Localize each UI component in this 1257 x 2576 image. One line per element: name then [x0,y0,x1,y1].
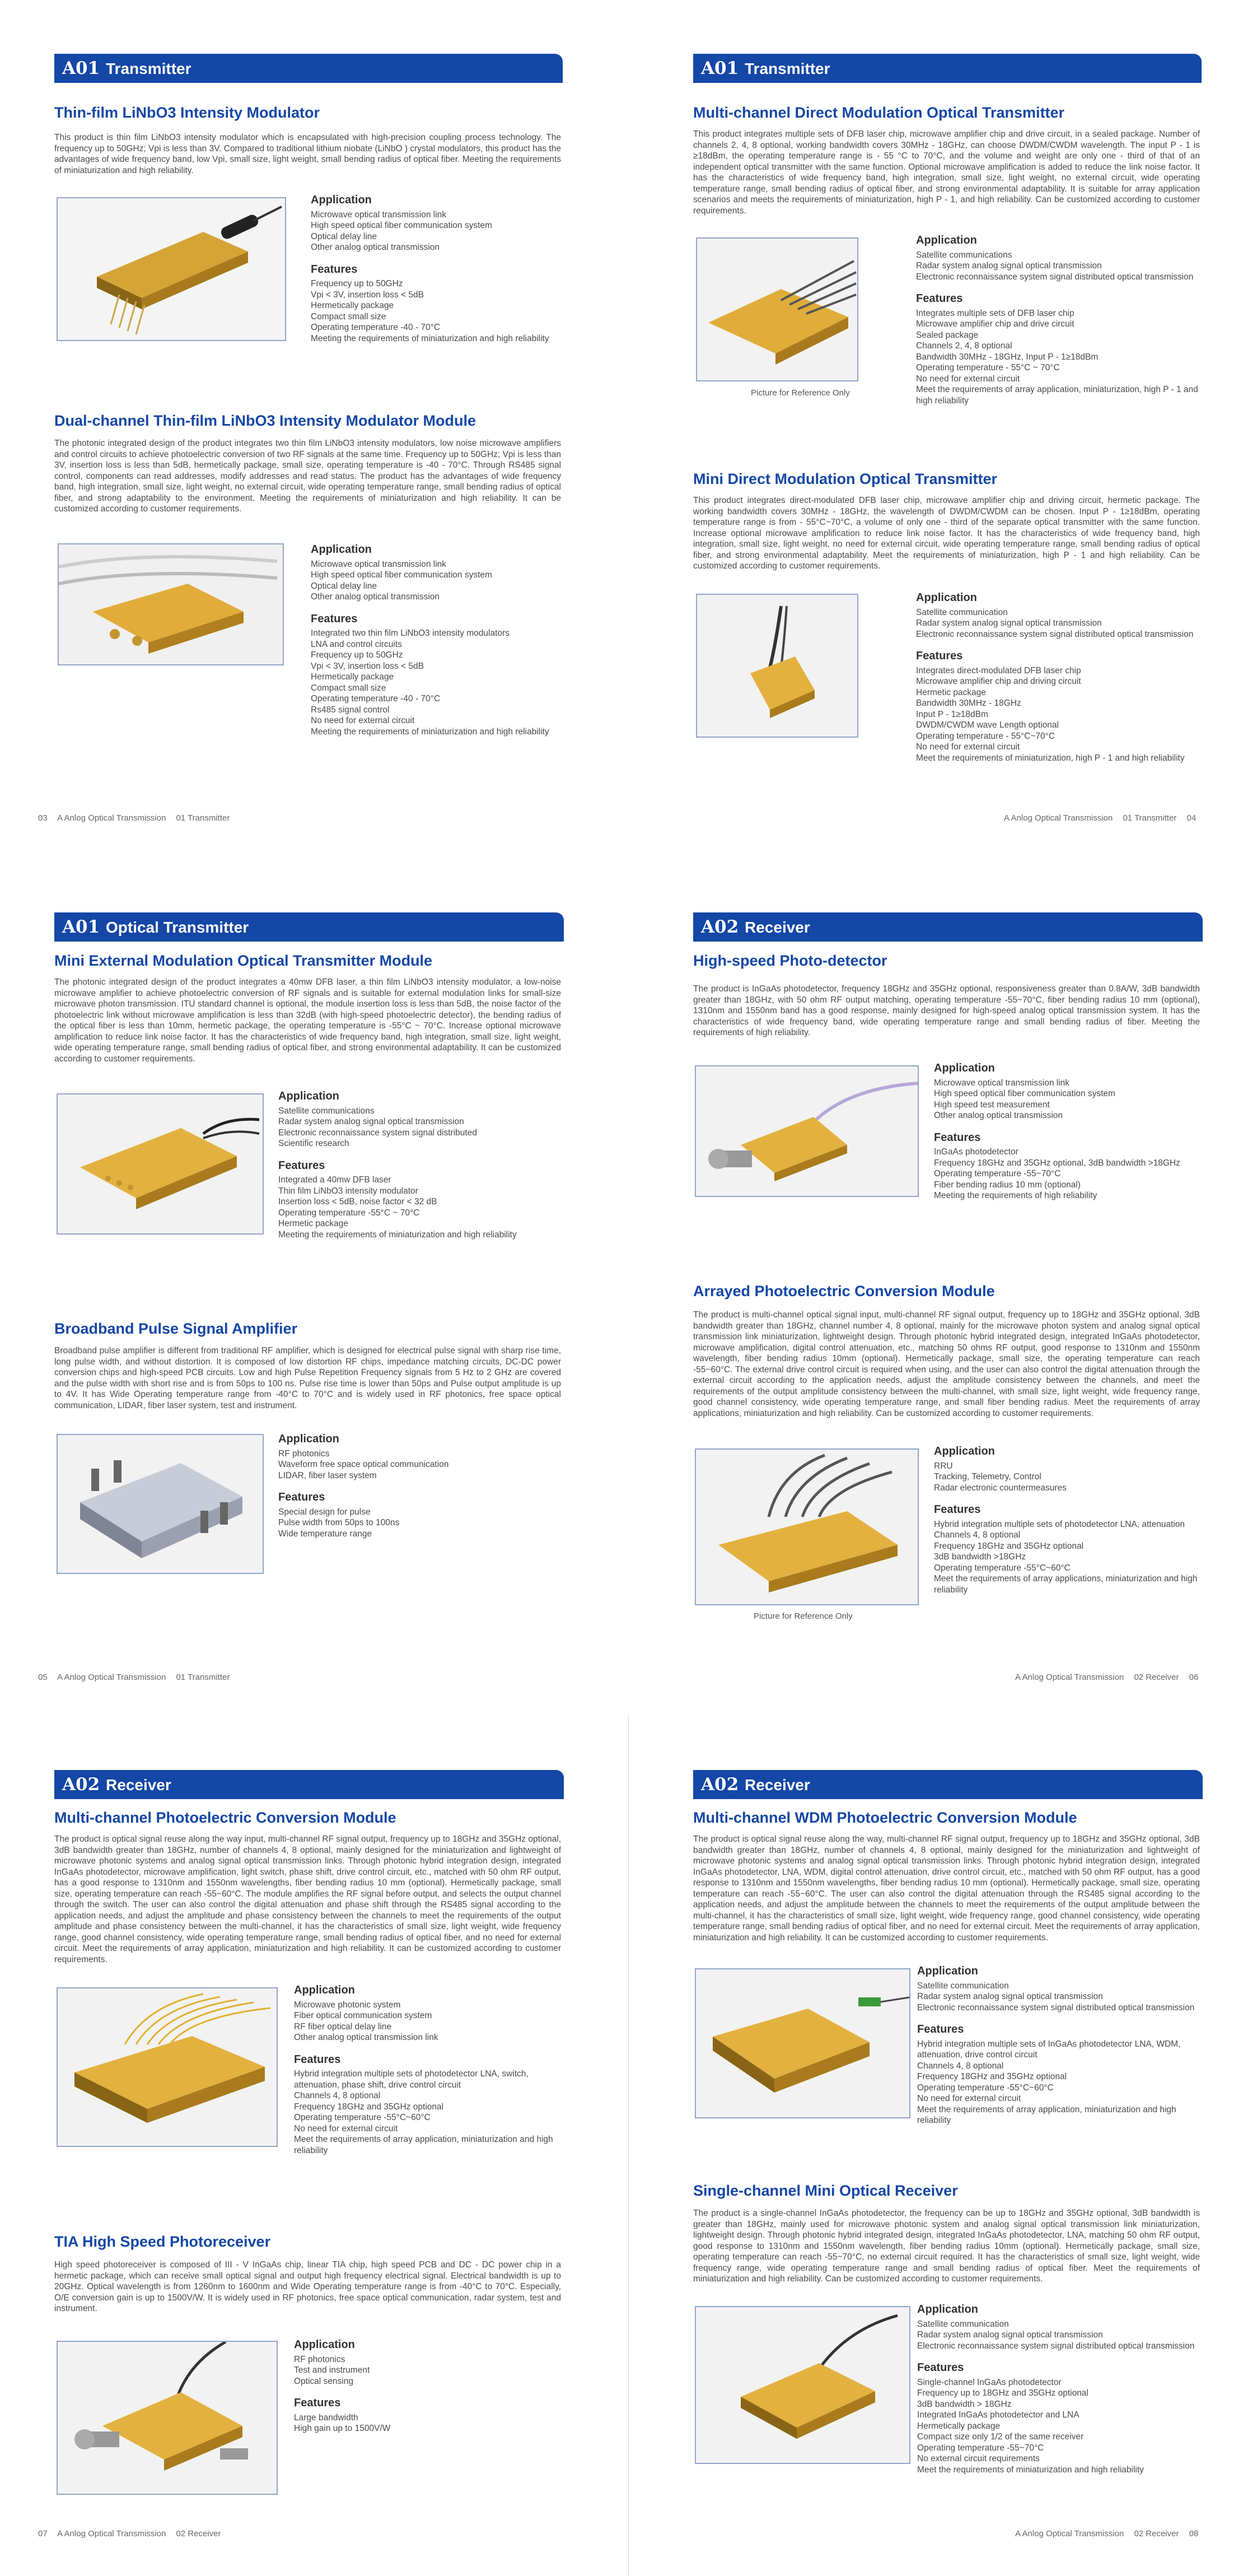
footer-chapter: 02 Receiver [176,2529,221,2538]
product-description: The product is optical signal reuse along the way input, multi-channel RF signal output, frequency up to 18GHz and 35GHz optional, 3dB bandwidth greater than 18GHz, number of channels 4, 8 optional, mainly designed for the miniaturization and lightweight of microwave photonic systems and analog signal optical transmission links. Through photonic hybrid integration design, integrated InGaAs photodetector, microwave amplification, light switch, phase shift, drive control circuit, etc., matched with 50 ohm RF output, has a good response to 1310nm and 1550nm wavelengths, fiber bending radius 10 mm (optional). Hermetically package, small size, operating temperature can reach -55~60°C. The module amplifies the RF signal before output, and selects the output channel through the switch. The user can also control the digital attenuation and phase shift through the RS485 signal according to the application needs, and adjust the amplitude and phase consistency between the channels to meet the requirements of the output amplitude and phase consistency between the multi-channel, it has the characteristics of small size, light weight, wide frequency range, good channel consistency, wide operating temperature range, small bending radius of optical fiber, and no need for external circuit. Meet the requirements of array application, miniaturization and high reliability. It can be customized according to customer requirements. [54,1834,561,1964]
feature-item: Frequency up to 50GHz [311,650,403,660]
feature-item: No external circuit requirements [917,2454,1040,2463]
product-title: Multi-channel WDM Photoelectric Conversion Module [693,1809,1077,1826]
application-item: Electronic reconnaissance system signal distributed [278,1128,477,1138]
feature-item: Hybrid integration multiple sets of photodetector LNA, switch, attenuation, phase shift, drive control circuit [294,2069,529,2090]
feature-item: Large bandwidth [294,2412,358,2423]
application-item: Satellite communications [278,1106,375,1116]
product-title: Mini External Modulation Optical Transmitter Module [54,952,433,969]
application-heading: Application [916,591,977,604]
wdm-module-illustration [696,1969,909,2117]
features-heading: Features [916,292,963,305]
page-number: 08 [1189,2529,1199,2538]
feature-item: Hermetically package [311,672,394,682]
feature-item: Bandwidth 30MHz - 18GHz [916,698,1021,708]
feature-item: Operating temperature -55~70°C [934,1169,1061,1178]
application-item: High speed optical fiber communication system [311,221,492,230]
application-item: Fiber optical communication system [294,2011,432,2020]
feature-item: Frequency up to 50GHz [311,279,403,288]
spec-panel [916,593,1207,775]
feature-item: Bandwidth 30MHz - 18GHz, Input P - 1≥18dBm [916,352,1099,362]
product-description: High speed photoreceiver is composed of III - V InGaAs chip, linear TIA chip, high speed PCB and DC - DC power chip in a hermetic package, which can receive small optical signal and output high frequency electrical signal. Electrical bandwidth is up to 20GHz. Optical wavelength is from 1260nm to 1600nm and Wide Operating temperature range is from -40°C to 70°C. Especially, O/E conversion gain is up to 1500V/W. It is widely used in RF photonics, free space optical communication, radar system, test and instrument. [54,2260,561,2313]
feature-item: High gain up to 1500V/W [294,2424,391,2433]
application-heading: Application [934,1445,995,1457]
footer-section: A Anlog Optical Transmission [57,813,166,823]
page-footer [1004,813,1204,823]
feature-item: Meet the requirements of array application, miniaturization, high P - 1 and high reliability [916,385,1198,406]
product-title: TIA High Speed Photoreceiver [54,2233,271,2250]
section-header [693,1770,1203,1799]
product-description: The photonic integrated design of the product integrates two thin film LiNbO3 intensity modulators, low noise microwave amplifiers and control circuits to achieve photoelectric conversion of two RF signals at the same time. Frequency up to 50GHz; Vpi is less than 3V, insertion loss is less than 5dB, hermetically package, small size, operating temperature is -40 - 70°C. Through RS485 signal control, components can read addresses, modify addresses and read status. The product has the advantages of wide frequency band, high integration, small size, light weight, no external circuit, wide operating temperature range, small bending radius of optical fiber, and strong adaptability to the environment. Meeting the requirements of miniaturization and high reliability. It can be customized according to customer requirements. [54,439,561,514]
product-description: The product is InGaAs photodetector, frequency 18GHz and 35GHz optional, responsiveness greater than 0.8A/W, 3dB bandwidth greater than 18GHz, with 50 ohm RF output matching, operating temperature -55~70°C, fiber bending radius 10 mm (optional), 1310nm and 1550nm band has a good response, mainly designed for high-speed analog optical transmission system. It has the characteristics of wide frequency band, wide operating temperature range and small bending radius of fiber. Meeting the requirements of high reliability. [693,984,1200,1037]
feature-item: Vpi < 3V, insertion loss < 5dB [311,290,424,300]
feature-item: No need for external circuit [311,716,415,725]
feature-item: Frequency 18GHz and 35GHz optional [294,2102,444,2112]
page-05 [0,858,628,1716]
footer-section: A Anlog Optical Transmission [57,1673,166,1682]
product-description: This product integrates direct-modulated DFB laser chip, microwave amplifier chip and driving circuit, hermetic package. The working bandwidth covers 30MHz - 18GHz, the wavelength of DWDM/CWDM can be chosen. Input P - 1≥18dBm, operating temperature range is from - 55°C~70°C, a volume of only one - third of the separate optical transmitter with the same function. Increase optional microwave amplification to reduce link noise factor. It has the characteristics of wide frequency band, high integration, small size, light weight, no need for external circuit, wide operating temperature range, small bending radius of optical fiber, and strong environmental adaptability. Meet the requirements of miniaturization, high P - 1 and high reliability. Can be customized according to customer requirements. [693,496,1200,571]
spec-panel [917,2304,1208,2486]
product-title: Broadband Pulse Signal Amplifier [54,1320,298,1337]
application-item: Optical delay line [311,581,377,591]
features-heading: Features [278,1159,325,1172]
feature-item: Compact small size [311,311,386,322]
application-item: RF photonics [278,1448,330,1459]
application-heading: Application [917,2303,978,2316]
application-item: RF fiber optical delay line [294,2021,392,2032]
feature-item: Channels 2, 4, 8 optional [916,341,1012,351]
feature-item: No need for external circuit [294,2123,398,2134]
spec-panel [311,195,568,355]
feature-item: Integrated two thin film LiNbO3 intensity modulators [311,628,510,638]
feature-item: Meet the requirements of array application, miniaturization and high reliability [294,2135,553,2155]
application-item: Electronic reconnaissance system signal distributed optical transmission [916,629,1194,639]
feature-item: Microwave amplifier chip and drive circuit [916,319,1074,329]
application-item: Waveform free space optical communication [278,1460,449,1469]
section-title: Optical Transmitter [106,919,249,936]
application-item: Radar system analog signal optical transmission [278,1117,464,1126]
section-code: A02 [62,1774,100,1795]
feature-item: Insertion loss < 5dB, noise factor < 32 dB [278,1197,437,1207]
feature-item: DWDM/CWDM wave Length optional [916,720,1059,730]
feature-item: Operating temperature -55°C~60°C [294,2113,431,2122]
feature-item: Frequency 18GHz and 35GHz optional [934,1541,1084,1551]
feature-item: Frequency 18GHz and 35GHz optional [917,2072,1067,2081]
application-heading: Application [278,1090,339,1102]
feature-item: No need for external circuit [917,2094,1021,2103]
footer-section: A Anlog Optical Transmission [1015,2529,1124,2538]
feature-item: Frequency 18GHz and 35GHz optional, 3dB bandwidth >18GHz [934,1158,1180,1168]
spec-panel [916,235,1207,417]
arrayed-module-illustration [696,1450,918,1604]
section-header [693,54,1202,83]
spec-panel [294,1985,568,2167]
product-image [57,197,286,341]
product-description: This product integrates multiple sets of DFB laser chip, microwave amplifier chip and drive circuit, in a sealed package. Number of channels 2, 4, 8 optional, working bandwidth covers 30MHz - 18GHz, can choose DWDM/CWDM wavelength. The input P - 1 is ≥18dBm, the operating temperature range is - 55 °C to 70°C, and the volume and weight are only one - third of that of an independent optical transmitter with the same function. Optional microwave amplification is added to reduce the link noise factor. It has the characteristics of wide frequency band, high integration, small size, light weight, no external circuit, wide operating temperature range, small bending radius of optical fiber, and strong environmental adaptability. It is suitable for array application scenarios and meets the requirements of miniaturization, high P - 1, and high reliability. Can be customized according to customer requirements. [693,129,1200,216]
feature-item: 3dB bandwidth >18GHz [934,1552,1026,1562]
footer-chapter: 01 Transmitter [1123,813,1177,823]
page-number: 04 [1186,813,1197,823]
product-description: The product is multi-channel optical signal input, multi-channel RF signal output, frequency up to 18GHz and 35GHz optional, 3dB bandwidth greater than 18GHz, channel number 4, 8 optional, mainly for the microwave photon system and analog signal optical transmission link miniaturization, lightweight design. Through photonic hybrid integrated design, integrated InGaAs photodetector, microwave amplification, digital control attenuation, etc., matching 50 ohms RF output, good response to 1310nm and 1550nm wavelength, fiber bending radius 10mm (optional). Hermetically package, small size, the operating temperature can reach -55~60°C. The external drive control circuit is required when using, and the user can also control the digital attenuation through the external circuit according to the application needs, adjust the amplitude consistency between the channels, and meet the requirements of the output amplitude consistency between the multi-channel, with small size, light weight, wide frequency range, good channel consistency, wide operating temperature range, and small fiber bending radius. Meet the requirements of array applications, miniaturization and high reliability. Can be customized according to customer requirements. [693,1310,1200,1418]
feature-item: Meet the requirements of miniaturization, high P - 1 and high reliability [916,753,1185,763]
application-item: High speed optical fiber communication system [934,1089,1115,1098]
feature-item: Compact size only 1/2 of the same receiver [917,2432,1084,2442]
footer-chapter: 02 Receiver [1134,1673,1179,1682]
section-header [54,912,564,942]
product-title: Single-channel Mini Optical Receiver [693,2182,958,2199]
application-item: Other analog optical transmission link [294,2033,438,2042]
feature-item: Input P - 1≥18dBm [916,709,988,719]
feature-item: No need for external circuit [916,374,1020,384]
feature-item: LNA and control circuits [311,639,402,649]
application-heading: Application [916,234,977,246]
feature-item: Operating temperature - 55°C~70°C [916,731,1055,741]
application-item: Optical delay line [311,231,377,241]
feature-item: Rs485 signal control [311,705,390,715]
application-item: High speed optical fiber communication system [311,570,492,580]
footer-section: A Anlog Optical Transmission [57,2529,166,2538]
page-07 [0,1716,628,2576]
feature-item: Meeting the requirements of miniaturization and high reliability [278,1229,517,1240]
application-item: Radar system analog signal optical transmission [917,1992,1103,2001]
features-heading: Features [278,1491,325,1503]
application-item: Other analog optical transmission [311,592,440,602]
feature-item: Operating temperature -40 - 70°C [311,323,441,332]
feature-item: Integrates multiple sets of DFB laser chip [916,308,1074,318]
page-number: 03 [38,813,48,823]
section-code: A02 [701,1774,739,1795]
page-footer [1015,2529,1206,2538]
page-footer [38,1673,237,1682]
product-title: Thin-film LiNbO3 Intensity Modulator [54,104,320,121]
product-image [695,2306,910,2464]
product-title: High-speed Photo-detector [693,952,887,969]
feature-item: Meeting the requirements of high reliability [934,1191,1097,1200]
spec-panel [278,1091,569,1251]
product-image [58,543,284,665]
application-item: Radar system analog signal optical transmission [916,618,1102,628]
section-title: Transmitter [106,60,191,77]
application-item: RF photonics [294,2354,345,2364]
feature-item: Channels 4, 8 optional [934,1530,1021,1540]
application-item: Satellite communications [916,250,1012,260]
footer-section: A Anlog Optical Transmission [1015,1673,1124,1682]
section-code: A01 [62,917,100,937]
application-item: Other analog optical transmission [311,243,440,252]
application-item: RRU [934,1461,953,1471]
feature-item: Integrates direct-modulated DFB laser chip [916,665,1081,676]
application-item: Electronic reconnaissance system signal distributed optical transmission [917,2002,1195,2013]
application-item: Radar electronic countermeasures [934,1483,1067,1493]
feature-item: InGaAs photodetector [934,1147,1018,1157]
product-image [695,1448,919,1605]
feature-item: Hermetic package [278,1219,348,1228]
product-image [695,1065,919,1197]
footer-chapter: 01 Transmitter [176,813,230,823]
application-item: Radar system analog signal optical transmission [916,261,1102,271]
application-item: Microwave photonic system [294,2000,401,2010]
multichannel-module-illustration [58,1988,277,2146]
section-header [54,54,563,83]
feature-item: Compact small size [311,683,386,693]
mini-transmitter-illustration [697,595,857,737]
footer-chapter: 01 Transmitter [176,1673,230,1682]
application-item: Optical sensing [294,2376,353,2386]
product-title: Mini Direct Modulation Optical Transmitter [693,471,998,487]
feature-item: Vpi < 3V, insertion loss < 5dB [311,661,424,671]
application-item: Tracking, Telemetry, Control [934,1472,1041,1482]
product-title: Multi-channel Direct Modulation Optical Transmitter [693,104,1065,121]
product-description: The product is a single-channel InGaAs photodetector, the frequency can be up to 18GHz and 35GHz optional, 3dB bandwidth is greater than 18GHz, mainly used for microwave photonic system and analog signal optical transmission link miniaturization, lightweight design. Through photonic hybrid integrated design, integrated InGaAs photodetector, LNA, matching 50 ohm RF output, good response to 1310nm and 1550nm wavelength, fiber bending radius 10mm (optional). Hermetically package, small size, operating temperature can reach -55~70°C, no external circuit required. It has the characteristics of small size, light weight, wide frequency range, wide operating temperature range and small bending radius of optical fiber. Meet the requirements of miniaturization and high reliability. Can be customized according to customer requirements. [693,2209,1200,2284]
page-footer [38,813,237,823]
footer-section: A Anlog Optical Transmission [1004,813,1113,823]
feature-item: Meet the requirements of array application, miniaturization and high reliability [917,2104,1176,2125]
application-item: LIDAR, fiber laser system [278,1470,377,1480]
product-image [57,1093,264,1235]
feature-item: Operating temperature -55°C~60°C [934,1563,1071,1573]
application-item: Microwave optical transmission link [311,209,447,220]
page-number: 05 [38,1673,48,1682]
section-title: Receiver [745,919,810,936]
external-modulation-illustration [58,1094,263,1233]
spec-panel [278,1434,569,1550]
tia-photoreceiver-illustration [58,2342,277,2494]
application-item: Electronic reconnaissance system signal distributed optical transmission [916,272,1194,282]
feature-item: Channels 4, 8 optional [917,2061,1004,2071]
section-title: Receiver [745,1776,810,1794]
spec-panel [311,544,568,748]
page-number: 06 [1189,1673,1199,1682]
feature-item: Wide temperature range [278,1529,372,1539]
multi-transmitter-illustration [697,239,857,380]
mini-receiver-illustration [696,2307,909,2463]
features-heading: Features [934,1503,981,1516]
page-06 [629,858,1257,1716]
feature-item: Operating temperature -55°C ~ 70°C [278,1208,420,1218]
section-code: A02 [701,917,739,937]
product-title: Arrayed Photoelectric Conversion Module [693,1283,995,1299]
feature-item: Hermetically package [311,301,394,310]
product-image [696,237,858,381]
application-heading: Application [311,543,372,556]
page-footer [1015,1673,1206,1682]
section-code: A01 [62,58,100,78]
spec-panel [934,1063,1208,1213]
page-04 [629,0,1257,858]
feature-item: Operating temperature -40 - 70°C [311,694,441,704]
features-heading: Features [294,2397,341,2409]
product-description: The product is optical signal reuse along the way, multi-channel RF signal output, frequency up to 18GHz and 35GHz optional, 3dB bandwidth greater than 18GHz, number of channels 4, 8 optional, mainly designed for the miniaturization and lightweight of microwave photonic systems and analog signal optical transmission links. Through photonic hybrid integration design, integrated InGaAs photodetector, LNA, WDM, digital control attenuation, drive control circuit, etc., matched with 50 ohm RF output, has a good response to 1310nm and 1550nm wavelengths, fiber bending radius 10 mm (optional). Hermetically package, small size, operating temperature can reach -55~60°C. The user can also control the digital attenuation through the RS485 signal according to the application needs, and adjust the amplitude between the channels to meet the requirements of the output amplitude between the multi-channel, it has the characteristics of small size, light weight, wide frequency range, good channel consistency, wide operating temperature range, small bending radius of optical fiber, and no need for external circuit. Meet the requirements of array application, miniaturization and high reliability. It can be customized according to customer requirements. [693,1834,1200,1943]
footer-chapter: 02 Receiver [1134,2529,1179,2538]
application-item: Scientific research [278,1139,349,1148]
application-item: Radar system analog signal optical transmission [917,2330,1103,2340]
product-image [57,1987,278,2147]
photodetector-illustration [696,1066,918,1196]
product-image [57,2341,278,2495]
features-heading: Features [934,1131,981,1144]
section-header [693,912,1203,942]
feature-item: Hermetic package [916,687,986,697]
feature-item: Operating temperature - 55°C ~ 70°C [916,363,1060,372]
dual-modulator-illustration [59,544,283,664]
feature-item: Fiber bending radius 10 mm (optional) [934,1180,1081,1190]
pulse-amplifier-illustration [58,1435,263,1573]
application-item: Other analog optical transmission [934,1111,1063,1120]
image-caption: Picture for Reference Only [754,1611,853,1621]
feature-item: Integrated InGaAs photodetector and LNA [917,2410,1080,2420]
application-heading: Application [311,194,372,206]
feature-item: Thin film LiNbO3 intensity modulator [278,1186,418,1196]
feature-item: Special design for pulse [278,1507,371,1517]
product-description: This product is thin film LiNbO3 intensity modulator which is encapsulated with high-precision coupling process technology. The frequency up to 50GHz; Vpi is less than 3V. Compared to traditional lithium niobate (LiNbO ) crystal modulators, this product has the advantages of wide frequency band, low Vpi, small size, light weight, small bending radius of optical fiber. Meeting the requirements of miniaturization and high reliability. [54,133,561,175]
feature-item: Meeting the requirements of miniaturization and high reliability [311,333,549,343]
section-header [54,1770,564,1799]
features-heading: Features [311,612,358,625]
application-item: Test and instrument [294,2365,370,2375]
page-footer [38,2529,229,2538]
spec-panel [917,1966,1208,2137]
feature-item: Integrated a 40mw DFB laser [278,1175,391,1185]
page-08 [629,1716,1257,2576]
application-item: Electronic reconnaissance system signal distributed optical transmission [917,2341,1195,2351]
features-heading: Features [311,263,358,276]
application-item: Satellite communication [917,1981,1009,1991]
feature-item: Hybrid integration multiple sets of InGaAs photodetector LNA, WDM, attenuation, drive control circuit [917,2039,1181,2060]
feature-item: Sealed package [916,330,979,340]
product-image [57,1434,264,1574]
application-item: High speed test measurement [934,1100,1050,1110]
image-caption: Picture for Reference Only [751,388,850,398]
application-item: Microwave optical transmission link [311,559,447,569]
feature-item: Operating temperature -55~70°C [917,2443,1044,2453]
product-image [696,594,858,738]
section-title: Receiver [106,1776,171,1794]
feature-item: Meeting the requirements of miniaturization and high reliability [311,726,549,737]
features-heading: Features [916,650,963,662]
feature-item: No need for external circuit [916,742,1020,752]
product-title: Dual-channel Thin-film LiNbO3 Intensity Modulator Module [54,412,476,429]
application-heading: Application [294,1984,355,1996]
feature-item: Meet the requirements of array applications, miniaturization and high reliability [934,1574,1198,1595]
feature-item: Hybrid integration multiple sets of photodetector LNA, attenuation [934,1519,1185,1529]
product-description: Broadband pulse amplifier is different from traditional RF amplifier, which is designed for electrical pulse signal with sharp rise time, long pulse width, and without distortion. It is composed of low distortion RF chips, impedance matching circuits, DC-DC power conversion chips and high-speed PCB circuits. Low and high Pulse Repetition Frequency signals from 5 Hz to 2 GHz are covered and the pulse width with short rise and is from 50ps to 100 ns. Pulse rise time is lower than 50ps and Pulse output amplitude is up to 4V. It has Wide Operating temperature range from -40°C to 70°C and is widely used in RF photonics, free space optical communication, LIDAR, fiber laser system, test and instrument. [54,1346,561,1410]
feature-item: Single-channel InGaAs photodetector [917,2377,1062,2387]
features-heading: Features [917,2361,964,2374]
modulator-illustration [58,198,285,340]
application-item: Microwave optical transmission link [934,1078,1070,1088]
application-heading: Application [278,1433,339,1445]
product-title: Multi-channel Photoelectric Conversion Module [54,1809,396,1826]
feature-item: Operating temperature -55°C~60°C [917,2083,1054,2093]
feature-item: Hermetically package [917,2421,1001,2431]
spec-panel [934,1446,1208,1606]
section-title: Transmitter [745,60,830,77]
application-heading: Application [294,2339,355,2351]
feature-item: Channels 4, 8 optional [294,2091,381,2100]
product-description: The photonic integrated design of the product integrates a 40mw DFB laser, a thin film LiNbO3 intensity modulator, a low-noise microwave amplifier to achieve photoelectric conversion of RF signals and is suitable for external modulation links for small-size microwave photon transmission. ITU standard channel is optional, the module insertion loss is less than 5dB, the noise factor of the photoelectric link without microwave amplification is less than 32dB (with high-speed photoelectric detector), the bending radius of the optical fiber is less than 10mm, hermetic package, the operating temperature is -55°C ~ 70°C. Increase optional microwave amplification to reduce link noise factor. It has the characteristics of wide frequency band, high integration, small size, light weight, wide operating temperature range, small bending radius of optical fiber, and strong environmental adaptability. It can be customized according to customer requirements. [54,977,561,1064]
features-heading: Features [917,2023,964,2035]
application-item: Satellite communication [916,607,1008,617]
application-heading: Application [934,1062,995,1074]
product-image [695,1968,910,2118]
page-03 [0,0,628,858]
application-heading: Application [917,1965,978,1977]
application-item: Satellite communication [917,2319,1009,2329]
features-heading: Features [294,2053,341,2066]
feature-item: 3dB bandwidth > 18GHz [917,2399,1012,2409]
feature-item: Meet the requirements of miniaturization and high reliability [917,2465,1144,2475]
spec-panel [294,2340,568,2445]
feature-item: Pulse width from 50ps to 100ns [278,1518,400,1527]
feature-item: Microwave amplifier chip and driving circuit [916,677,1081,686]
feature-item: Frequency up to 18GHz and 35GHz optional [917,2388,1088,2398]
section-code: A01 [701,58,739,78]
page-number: 07 [38,2529,48,2538]
